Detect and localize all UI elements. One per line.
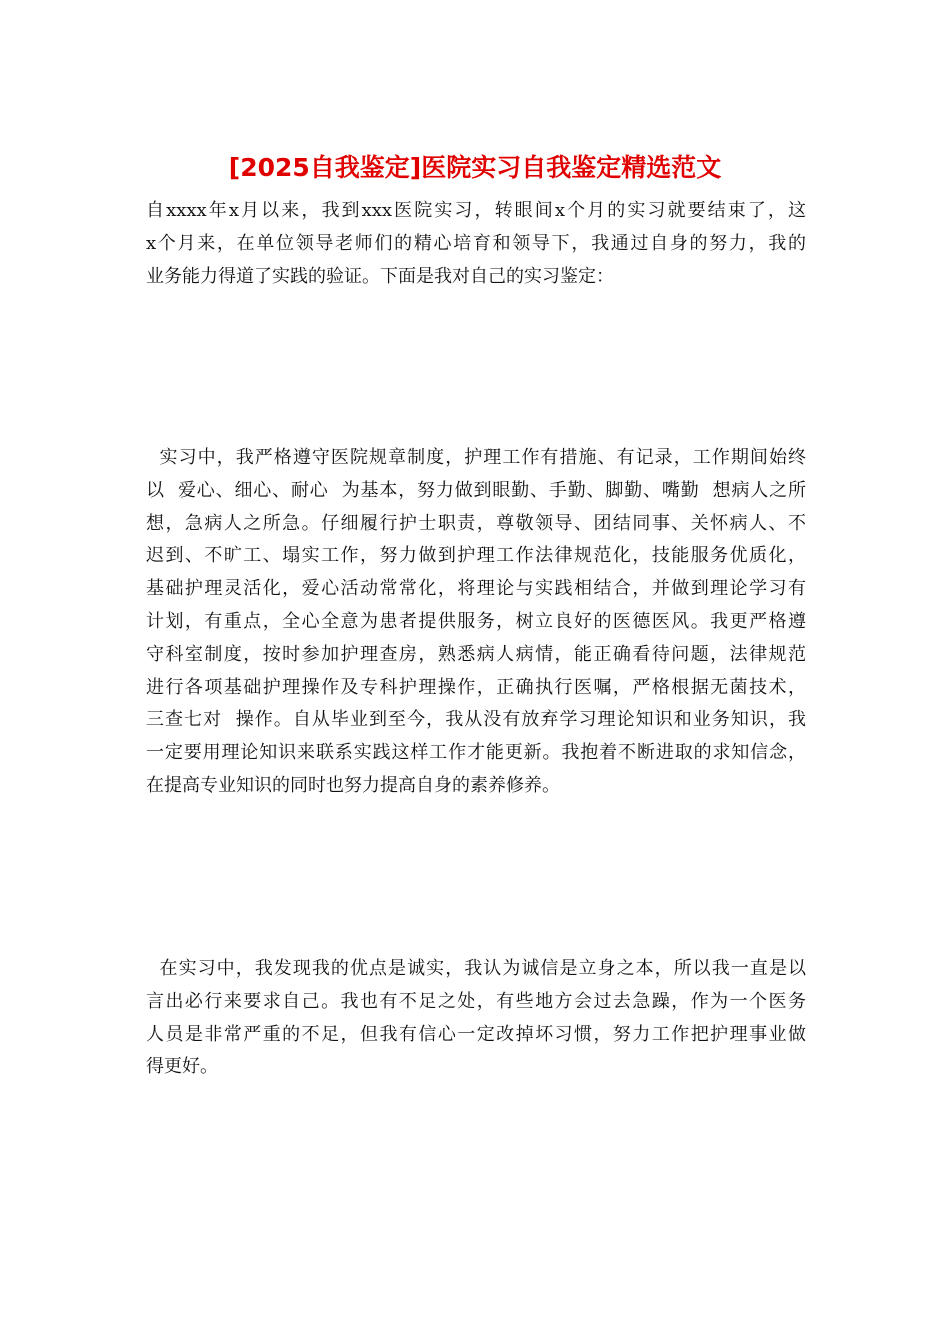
strengths-weaknesses-paragraph: [146, 953, 806, 1084]
paragraph-line: 得更好。: [146, 1056, 218, 1078]
paragraph-line: 守科室制度，按时参加护理查房，熟悉病人病情，能正确看待问题，法律规范: [146, 643, 806, 665]
paragraph-line: 实习中，我严格遵守医院规章制度，护理工作有措施、有记录，工作期间始终: [146, 447, 806, 468]
paragraph-line: 一定要用理论知识来联系实践这样工作才能更新。我抱着不断进取的求知信念，: [146, 742, 806, 764]
document-title: [2025自我鉴定]医院实习自我鉴定精选范文: [228, 153, 722, 182]
paragraph-line: 人员是非常严重的不足，但我有信心一定改掉坏习惯，努力工作把护理事业做: [146, 1023, 806, 1045]
paragraph-line: 基础护理灵活化，爱心活动常常化，将理论与实践相结合，并做到理论学习有: [146, 578, 806, 600]
paragraph-line: 在提高专业知识的同时也努力提高自身的素养修养。: [146, 774, 560, 796]
paragraph-line: x个月来，在单位领导老师们的精心培育和领导下，我通过自身的努力，我的: [146, 232, 806, 254]
paragraph-line: 在实习中，我发现我的优点是诚实，我认为诚信是立身之本，所以我一直是以: [146, 958, 806, 979]
paragraph-line: 以 爱心、细心、耐心 为基本，努力做到眼勤、手勤、脚勤、嘴勤 想病人之所: [146, 479, 806, 501]
paragraph-line: 进行各项基础护理操作及专科护理操作，正确执行医嘱，严格根据无菌技术，: [146, 676, 806, 698]
paragraph-line: 自xxxx年x月以来，我到xxx医院实习，转眼间x个月的实习就要结束了，这: [146, 200, 806, 221]
internship-conduct-paragraph: [146, 442, 806, 803]
paragraph-line: 三查七对 操作。自从毕业到至今，我从没有放弃学习理论知识和业务知识，我: [146, 709, 806, 731]
paragraph-line: 业务能力得道了实践的验证。下面是我对自己的实习鉴定：: [146, 265, 614, 287]
paragraph-line: 迟到、不旷工、塌实工作，努力做到护理工作法律规范化，技能服务优质化，: [146, 545, 806, 567]
paragraph-line: 计划，有重点，全心全意为患者提供服务，树立良好的医德医风。我更严格遵: [146, 610, 806, 632]
paragraph-line: 想，急病人之所急。仔细履行护士职责，尊敬领导、团结同事、关怀病人、不: [146, 512, 806, 534]
paragraph-line: 言出必行来要求自己。我也有不足之处，有些地方会过去急躁，作为一个医务: [146, 990, 806, 1012]
intro-paragraph: [146, 195, 806, 293]
